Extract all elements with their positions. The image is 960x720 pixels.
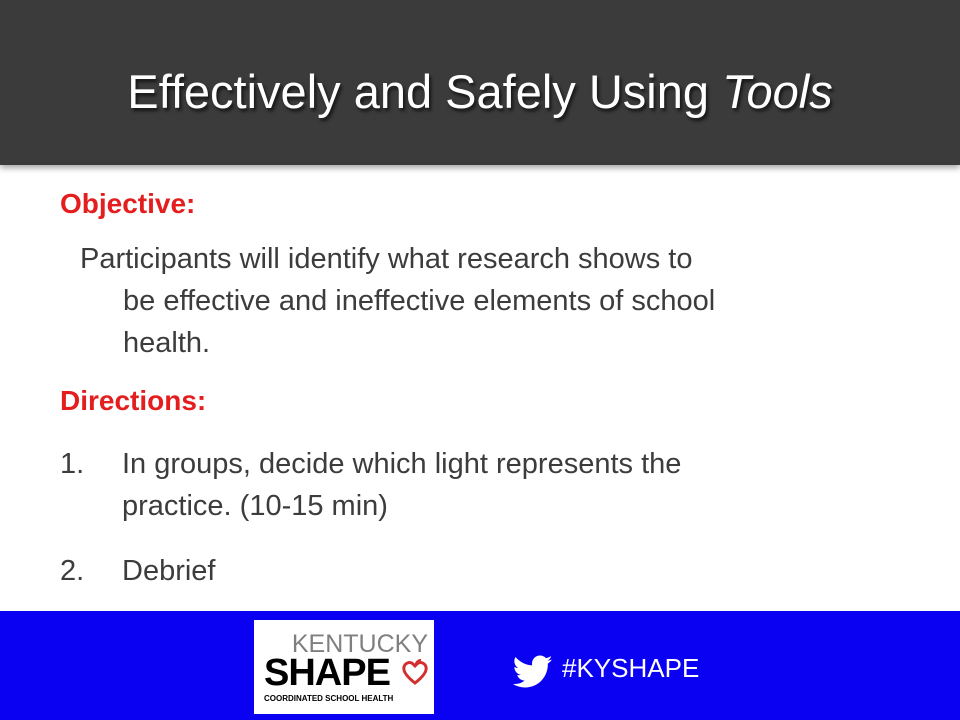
kentucky-shape-logo <box>254 620 434 714</box>
footer-bar <box>0 611 960 720</box>
objective-text <box>80 238 880 364</box>
step-number: 1. <box>60 448 85 480</box>
heart-apple-icon <box>402 659 428 685</box>
step-number: 2. <box>60 555 85 587</box>
logo-top-text: KENTUCKY <box>291 630 428 658</box>
step-text-line-1: In groups, decide which light represents the <box>122 448 682 480</box>
slide-title-emphasis: Tools <box>722 65 833 118</box>
logo-bottom-text: COORDINATED SCHOOL HEALTH <box>264 694 394 703</box>
objective-line-1: Participants will identify what research shows to <box>80 243 693 275</box>
step-text-line-1: Debrief <box>122 555 216 587</box>
objective-heading: Objective: <box>60 188 196 219</box>
hashtag-text: #KYSHAPE <box>562 653 700 683</box>
directions-heading: Directions: <box>60 385 207 416</box>
twitter-bird-icon <box>513 655 553 689</box>
objective-line-2: be effective and ineffective elements of school <box>123 285 716 317</box>
objective-line-3: health. <box>123 327 211 359</box>
step-text-line-2: practice. (10-15 min) <box>122 490 388 522</box>
slide-title-main: Effectively and Safely Using <box>127 65 723 118</box>
logo-middle-text: SHAPE <box>264 652 390 694</box>
